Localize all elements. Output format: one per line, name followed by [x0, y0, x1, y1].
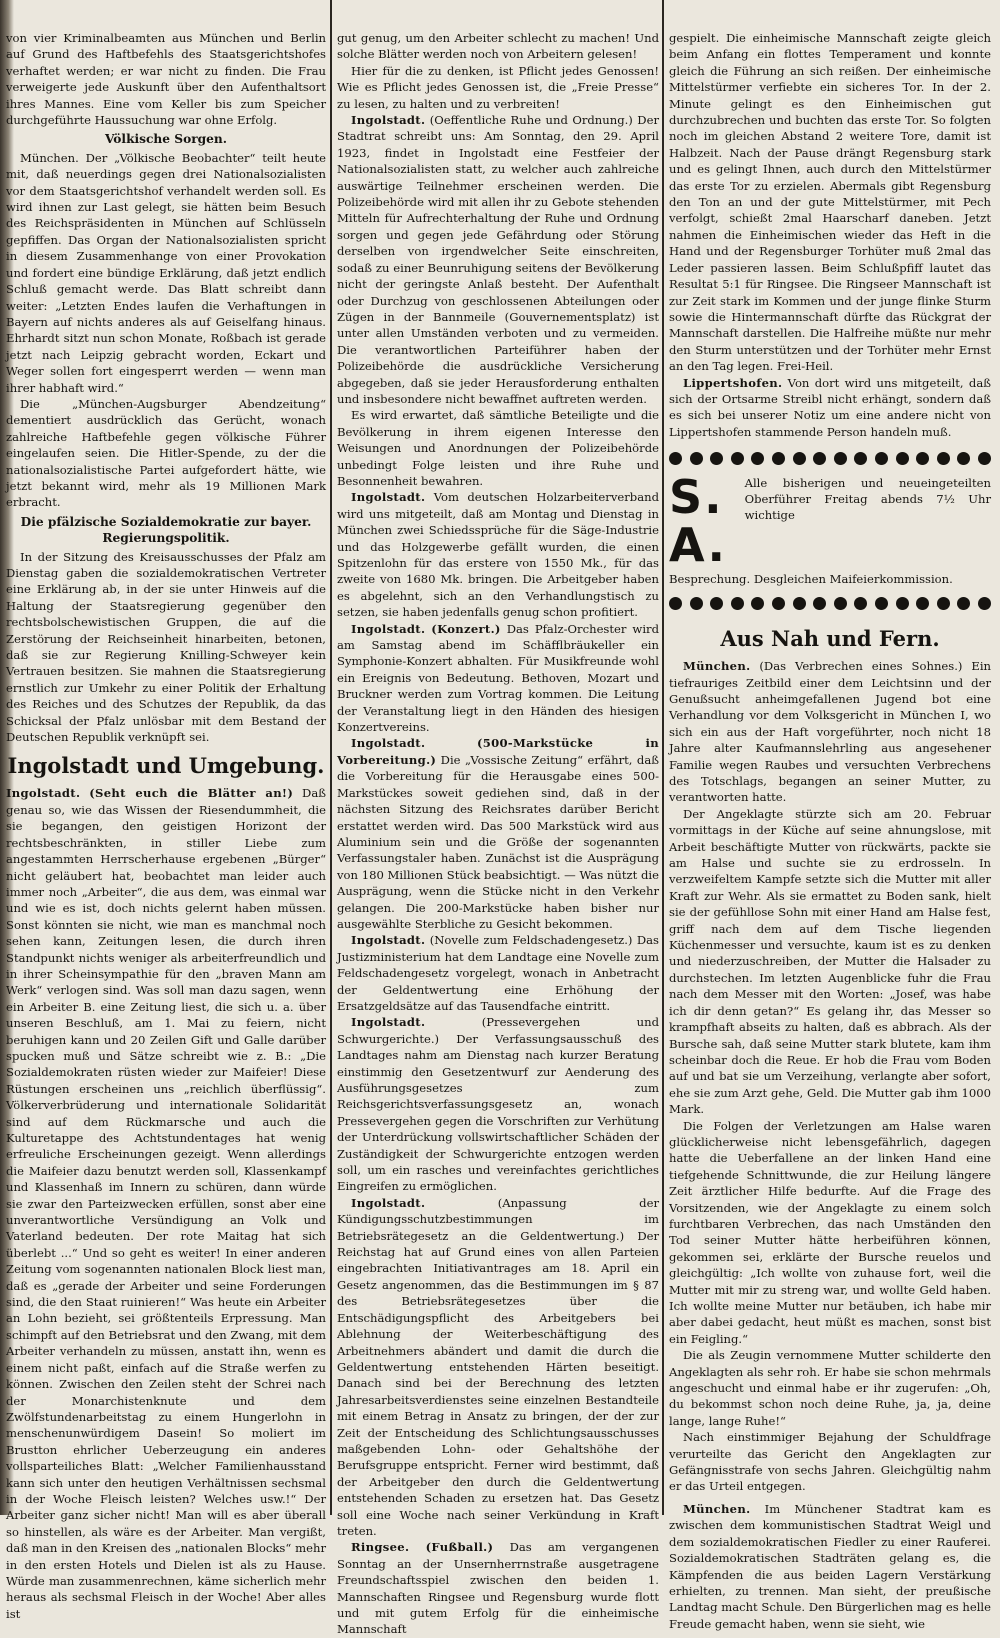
article-continuation: gut genug, um den Arbeiter schlecht zu machen! Und solche Blätter werden noch von Arbeitern gelesen! — [337, 31, 659, 62]
sa-notice — [669, 470, 991, 573]
dot-divider-top — [669, 452, 991, 465]
column-rule-2 — [662, 0, 664, 1515]
dateline: Ingolstadt. — [6, 786, 81, 801]
column-3 — [669, 30, 992, 1631]
news-item — [669, 658, 991, 806]
article-text: Im Münchener Stadtrat kam es zwischen dem kommunistischen Stadtrat Weigl und dem sozialdemokratischen Fiedler zu einer Rauferei. Sozialdemokratischen Stadträten gelang es, die Kämpfenden die aus beiden Lagern Verstärkung erhielten, zu trennen. Man sieht, der preußische Landtag macht Schule. Den Bürgerlichen mag es helle Freude gemacht haben, wenn sie sieht, wie — [669, 1501, 992, 1631]
dateline: Ingolstadt. — [351, 933, 426, 948]
article-continuation: gespielt. Die einheimische Mannschaft zeigte gleich beim Anfang ein flottes Temperament und konnte gleich die Führung an sich reißen. Der einheimische Mittelstürmer verfiebte ein sicheres Tor. In der 2. Minute gelingt es den Einheimischen gut durchzubrechen und buchten das erste Tor. So folgten noch im gleichen Abstand 2 weitere Tore, damit ist Halbzeit. Nach der Pause drängt Regensburg stark und es gelingt Ihnen, auch durch den Mittelstürmer das erste Tor zu erzielen. Abermals gibt Regensburg den Ton an und der gute Mittelstürmer, mit Pech verfolgt, schießt 2mal Haarscharf daneben. Jetzt nahmen die Einheimischen wieder das Heft in die Hand und der Regensburger Torhüter muß 2mal das Leder passieren lassen. Beim Schlußpfiff lautet das Resultat 5:1 für Ringsee. Die Ringseer Mannschaft ist zur Zeit stark im Kommen und der junge flinke Sturm sowie die Hintermannschaft dürfte das Rückgrat der Mannschaft darstellen. Die Halfreihe müßte nur mehr den Sturm unterstützen und der Torhüter mehr Ernst an den Tag legen. Frei-Heil. — [669, 31, 991, 374]
article-paragraph: Nach einstimmiger Bejahung der Schuldfrage verurteilte das Gericht den Angeklagten zur Gefängnisstrafe von sechs Jahren. Gleichgültig nahm er das Urteil entgegen. — [669, 1430, 991, 1494]
news-item — [337, 489, 659, 620]
news-item — [337, 932, 659, 1014]
news-item — [337, 1539, 659, 1637]
article-paragraph: Die Folgen der Verletzungen am Halse waren glücklicherweise nicht lebensgefährlich, dagegen hatte die Ueberfallene an der linken Hand eine tiefgehende Schnittwunde, die zur Heilung längere Zeit ärztlicher Hilfe bedurfte. Auf die Frage des Vorsitzenden, wie der Angeklagte zu einem solch furchtbaren Verbrechen, das nach Umständen den Tod seiner Mutter hätte herbeiführen können, gekommen sei, erklärte der Bursche reuelos und gleichgültig: „Ich wollte von zuhause fort, weil die Mutter mit mir zu streng war, und wollte Geld haben. Ich wollte meine Mutter nur betäuben, ich habe mir aber dabei gedacht, heut müßt es machen, sonst bist ein Feigling.“ — [669, 1118, 991, 1346]
article-text: Das Pfalz-Orchester wird am Samstag abend im Schäfflbräukeller ein Symphonie-Konzert abhalten. Für Musikfreunde wohl ein Ereignis von Bedeutung. Bethoven, Mozart und Bruckner werden zum Vortrag kommen. Die Leitung der Veranstaltung liegt in den Händen des hiesigen Konzertvereins. — [337, 621, 660, 735]
article-paragraph — [6, 785, 326, 1622]
article-text: Der Stadtrat schreibt uns: Am Sonntag, den 29. April 1923, findet in Ingolstadt eine Festfeier der Nationalsozialisten statt, zu welcher auch zahlreiche auswärtige Teilnehmer erscheinen werden. Die Polizeibehörde wird mit allen ihr zu Gebote stehenden Mitteln für Aufrechterhaltung der Ruhe und Ordnung sorgen und gegen jede Gefährdung oder Störung derselben von irgendwelcher Seite einschreiten, sodaß zu einer Beunruhigung seitens der Bevölkerung nicht der geringste Anlaß besteht. Der Aufenthalt oder Durchzug von geschlossenen Abteilungen oder Zügen in der Bannmeile (Gouvernementsplatz) ist unter allen Umständen verboten und zu vermeiden. Die verantwortlichen Parteiführer haben der Polizeibehörde die ausdrückliche Versicherung abgegeben, daß sie jeder Herausforderung enthalten und insbesondere nicht bewaffnet auftreten werden. — [337, 113, 659, 406]
article-paragraph: München. Der „Völkische Beobachter“ teilt heute mit, daß neuerdings gegen drei Nationalsozialisten vor dem Staatsgerichtshof verhandelt werden soll. Es wird ihnen zur Last gelegt, sie hätten beim Besuch des Reichspräsidenten in München auf Schlüsseln gepfiffen. Das Organ der Nationalsozialisten spricht in diesem Zusammenhange von einer Provokation und fordert eine bündige Erklärung, daß jetzt endlich Schluß gemacht werde. Das Blatt schreibt dann weiter: „Letzten Endes laufen die Verhaftungen in Bayern auf nichts anderes als auf Geiselfang hinaus. Ehrhardt sitzt nun schon Monate, Roßbach ist gerade jetzt nach Leipzig gebracht worden, Eckart und Weger sollen fort eingesperrt werden — wenn man ihrer habhaft wird.“ — [6, 150, 326, 395]
article-paragraph: In der Sitzung des Kreisausschusses der Pfalz am Dienstag gaben die sozialdemokratischen Vertreter eine Erklärung ab, in der sie unter Hinweis auf die Haltung der Staatsregierung gegenüber den rechtsbolschewistischen Gruppen, die auf die Zerstörung der Reichseinheit hinarbeiten, betonen, daß sie zur Regierung Knilling-Schweyer kein Vertrauen besitzen. Sie mahnen die Staatsregierung ernstlich zur Umkehr zu einer Politik der Erhaltung des Reiches und des Schutzes der Republik, da das Schicksal der Pfalz unlösbar mit dem Bestand der Deutschen Republik verknüpft sei. — [6, 549, 326, 745]
article-text: Das am vergangenen Sonntag an der Unsernherrnstraße ausgetragene Freundschaftsspiel zwischen den beiden 1. Mannschaften Ringsee und Regensburg wurde flott und mit gutem Erfolg für die einheimische Mannschaft — [337, 1540, 660, 1637]
article-paragraph: Es wird erwartet, daß sämtliche Beteiligte und die Bevölkerung in ihrem eigenen Interesse den Weisungen und Anordnungen der Polizeibehörde unbedingt Folge leisten und ihre Ruhe und Besonnenheit bewahren. — [337, 408, 659, 488]
dateline: München. — [683, 659, 751, 674]
news-item — [337, 1014, 659, 1194]
article-text: Vom deutschen Holzarbeiterverband wird uns mitgeteilt, daß am Montag und Dienstag in München zwei Schiedssprüche für die Säge-Industrie und das Holzgewerbe gefällt wurden, die einen Spitzenlohn für das erstere von 1550 Mk., für das zweite von 1680 Mk. bringen. Die Arbeitgeber haben es abgelehnt, sich an den Verhandlungstisch zu setzen, sie haben jedenfalls genug schon profitiert. — [337, 490, 660, 620]
subtitle: (Pressevergehen und Schwurgerichte.) — [337, 1015, 660, 1046]
dateline: Ingolstadt. — [351, 490, 426, 505]
sa-notice-tail: Besprechung. Desgleichen Maifeierkommission. — [669, 572, 953, 587]
column-1 — [6, 30, 326, 1621]
section-heading-ingolstadt: Ingolstadt und Umgebung. — [7, 753, 325, 779]
article-text: Der Verfassungsausschuß des Landtages nahm am Dienstag nach kurzer Beratung einstimmig den Gesetzentwurf zur Aenderung des Ausführungsgesetzes zum Reichsgerichtsverfassungsgesetz an, wonach Pressevergehen gegen die Vorschriften zur Verhütung der Unterdrückung vollswirtschaftlicher Schäden der Zuständigkeit der Schwurgerichte entzogen werden soll, um ein rasches und vereinfachtes gerichtliches Eingreifen zu ermöglichen. — [337, 1031, 660, 1194]
article-text: Die „Vossische Zeitung“ erfährt, daß die Vorbereitung für die Herausgabe eines 500-Markstückes soweit gediehen sind, daß in der nächsten Sitzung des Reichsrates darüber Bericht erstattet werden wird. Das 500 Markstück wird aus Aluminium sein und die Größe der sogenannten Verfassungstaler haben. Zunächst ist die Ausprägung von 180 Millionen Stück beabsichtigt. — Was nützt die Ausprägung, wenn die Stücke nicht in den Verkehr gelangen. Die 200-Markstücke haben bisher nur ausgewählte Sterbliche zu Gesicht bekommen. — [337, 752, 660, 931]
column-rule-1 — [330, 0, 332, 1515]
subtitle: (Seht euch die Blätter an!) — [89, 786, 294, 801]
article-paragraph: Die als Zeugin vernommene Mutter schilderte den Angeklagten als sehr roh. Er habe sie schon mehrmals angeschucht und einmal habe er ihr zugerufen: „Oh, du bekommst schon noch deine Ruhe, ja, ja, deine lange, lange Ruhe!“ — [669, 1348, 991, 1428]
article-paragraph: Die „München-Augsburger Abendzeitung“ dementiert ausdrücklich das Gerücht, wonach zahlreiche Haftbefehle gegen völkische Führer eingelaufen seien. Die Hitler-Spende, zu der die nationalsozialistische Partei aufgefordert hätte, wie jetzt bekannt wird, mehr als 19 Millionen Mark erbracht. — [6, 396, 326, 510]
dateline: Ingolstadt. — [351, 1195, 426, 1210]
subtitle: (Oeffentliche Ruhe und Ordnung.) — [429, 113, 633, 128]
article-paragraph: Der Angeklagte stürzte sich am 20. Februar vormittags in der Küche auf seine ahnungslose, mit Arbeit beschäftigte Mutter von rückwärts, packte sie am Halse und suchte sie zu erdrosseln. In verzweifeltem Kampfe setzte sich die Mutter mit aller Kraft zur Wehr. Als sie ermattet zu Boden sank, hielt sie der gefühllose Sohn mit einer Hand am Halse fest, griff nach dem auf dem Tische liegenden Küchenmesser und versuchte, kaum ist es zu denken und niederzuschreiben, der Mutter die Halsader zu durchstechen. Im letzten Augenblicke fuhr die Frau nach dem Messer mit den Worten: „Josef, was habe ich dir denn getan?“ Es gelang ihr, das Messer so krampfhaft abseits zu halten, daß es abbrach. Als der Bursche sah, daß seine Mutter stark blutete, kam ihm scheinbar doch die Reue. Er hob die Frau vom Boden auf und bat sie um Verzeihung, verlangte aber sofort, ehe sie zum Arzt gehe, Geld. Die Mutter gab ihm 1000 Mark. — [669, 806, 991, 1117]
news-item — [337, 112, 659, 407]
subtitle: (Konzert.) — [431, 621, 501, 636]
subtitle: (Fußball.) — [425, 1540, 494, 1555]
article-text: (Das Verbrechen eines Sohnes.) Ein tiefrauriges Zeitbild einer dem Leichtsinn und der Genußsucht anheimgefallenen Jugend bot eine Verhandlung vor dem Volksgericht in München I, wo sich ein aus der Haft vorgeführter, noch nicht 18 Jahre alter Kaufmannslehrling aus angesehener Familie wegen Raubes und versuchten Verbrechens des Totschlags, begangen an seiner Mutter, zu verantworten hatte. — [669, 659, 992, 805]
subtitle: (Anpassung der Kündigungsschutzbestimmungen im Betriebsrätegesetz an die Geldentwertung.) — [337, 1195, 660, 1243]
dateline: Ingolstadt. — [351, 1015, 426, 1030]
subtitle: (Novelle zum Feldschadengesetz.) — [429, 933, 633, 948]
headline-voelkische-sorgen: Völkische Sorgen. — [104, 132, 228, 147]
article-continuation: von vier Kriminalbeamten aus München und Berlin auf Grund des Haftbefehls des Staatsgerichtshofes verhaftet werden; er war nicht zu finden. Die Frau verweigerte jede Auskunft über den Aufenthaltsort ihres Mannes. Eine vom Keller bis zum Speicher durchgeführte Haussuchung war ohne Erfolg. — [6, 31, 326, 128]
sa-notice-text: Alle bisherigen und neueingeteilten Oberführer Freitag abends 7½ Uhr wichtige — [744, 476, 991, 523]
headline-pfaelzische-sozialdemokratie: Die pfälzische Sozialdemokratie zur bayer. Regierungspolitik. — [20, 514, 312, 546]
dateline: Ingolstadt. — [351, 736, 426, 751]
subtitle: (500-Markstücke in Vorbereitung.) — [337, 736, 659, 767]
dateline: Ringsee. — [351, 1540, 410, 1555]
section-heading-aus-nah-und-fern: Aus Nah und Fern. — [720, 626, 940, 652]
dateline: Ingolstadt. — [351, 113, 426, 128]
column-2 — [337, 30, 660, 1637]
article-text: Daß genau so, wie das Wissen der Riesendummheit, die sie begangen, den geistigen Horizont der rechtsbeschränkten, in stiller Liebe zum angestammten Herrscherhause ergebenen „Bürger“ nicht geläubert hat, beobachtet man leider auch immer noch „Arbeiter“, die aus dem, was einmal war und wie es ist, doch nichts gelernt haben müssen. Sonst könnten sie nicht, wie man es manchmal noch sehen kann, Zeitungen lesen, die durch ihren Standpunkt nichts weniger als arbeiterfreundlich und in ihrer Scheinsympathie für den „braven Mann am Werk“ verlogen sind. Was soll man dazu sagen, wenn ein Arbeiter B. eine Zeitung liest, die sich u. a. über unseren Beschluß, am 1. Mai zu feiern, nicht beruhigen kann und 20 Zeilen Gift und Galle darüber spucken muß und Sätze schreibt wie z. B.: „Die Sozialdemokraten rüsten wieder zur Maifeier! Diese Rüstungen erscheinen uns „reichlich überflüssig“. Völkerverbrüderung und internationale Solidarität sind auf dem Rückmarsche und auch die Kulturetappe des Achtstundentages hat wenig erfreuliche Erscheinungen gezeigt. Wenn allerdings die Maifeier dazu benutzt werden soll, Klassenkampf und Klassenhaß im Innern zu schüren, dann würde sie zwar den Parteizwecken erfüllen, sonst aber eine unverantwortliche Versündigung an Volk und Vaterland bedeuten. Der rote Maitag hat sich überlebt ...“ Und so geht es weiter! In einer anderen Zeitung vom sogenannten nationalen Block liest man, daß es „gerade der Arbeiter und seine Forderungen sind, die den Staat ruinieren!“ Was heute ein Arbeiter an Lohn bezieht, sei größtenteils Erpressung. Man schimpft auf den Betriebsrat und den Zwang, mit dem Arbeiter verhandeln zu müssen, anstatt ihn, wenn es einem nicht paßt, einfach auf die Straße werfen zu können. Zwischen den Zeilen steht der Schrei nach der Monarchistenknute und dem Zwölfstundenarbeitstag zu einem Hungerlohn in menschenunwürdigem Dasein! So moliert im Brustton ehrlicher Ueberzeugung ein anderes vollsparteiliches Blatt: „Welcher Familienhausstand kann sich unter den heutigen Verhältnissen sechsmal in der Woche Fleisch leisten? Welches usw.!“ Der Arbeiter ganz sicher nicht! Man will es aber überall so hinstellen, als wäre es der Arbeiter. Man vergißt, daß man in den Kreisen des „nationalen Blocks“ mehr in den ersten Hotels und Dielen ist als zu Hause. Würde man zusammenrechnen, käme sicherlich mehr heraus als sechsmal Fleisch in der Woche! Aber alles ist — [6, 786, 326, 1621]
news-item — [669, 1501, 991, 1632]
dateline: München. — [683, 1501, 751, 1516]
dot-divider-bottom — [669, 597, 991, 610]
dateline: Lippertshofen. — [683, 375, 783, 390]
article-text: Von dort wird uns mitgeteilt, daß sich der Ortsarme Streibl nicht erhängt, sondern daß es sich bei unserer Notiz um eine andere nicht von Lippertshofen stammende Person handeln muß. — [669, 375, 992, 439]
dateline: Ingolstadt. — [351, 621, 426, 636]
news-item — [337, 1195, 659, 1540]
article-text: Das Justizministerium hat dem Landtage eine Novelle zum Feldschadengesetz vorgelegt, wonach in Anbetracht der Geldentwertung eine Erhöhung der Ersatzgeldsätze auf das Tausendfache eintritt. — [337, 933, 660, 1013]
article-text: Der Reichstag hat auf Grund eines von allen Parteien eingebrachten Initiativantrages am 18. April ein Gesetz angenommen, das die Bestimmungen im § 87 des Betriebsrätegesetzes über die Entschädigungspflicht des Arbeitgebers bei Ablehnung der Weiterbeschäftigung des Arbeitnehmers abändert und damit die durch die Geldentwertung entstehenden Härten beseitigt. Danach sind bei der Berechnung des letzten Jahresarbeitsverdienstes seine einzelnen Bestandteile mit einem Betrag in Ansatz zu bringen, der der zur Zeit der Entscheidung des Schlichtungsausschusses maßgebenden Lohn- oder Gehaltshöhe der Berufsgruppe entspricht. Ferner wird bestimmt, daß der Arbeitgeber den durch die Geldentwertung entstehenden Schaden zu ersetzen hat. Das Gesetz soll eine Woche nach seiner Verkündung in Kraft treten. — [337, 1228, 660, 1538]
news-item — [337, 621, 659, 736]
news-item — [337, 735, 659, 932]
news-item — [669, 375, 991, 441]
sa-mark: S. A. — [669, 470, 727, 573]
article-paragraph: Hier für die zu denken, ist Pflicht jedes Genossen! Wie es Pflicht jedes Genossen ist, die „Freie Presse“ zu lesen, zu halten und zu verbreiten! — [337, 63, 659, 111]
